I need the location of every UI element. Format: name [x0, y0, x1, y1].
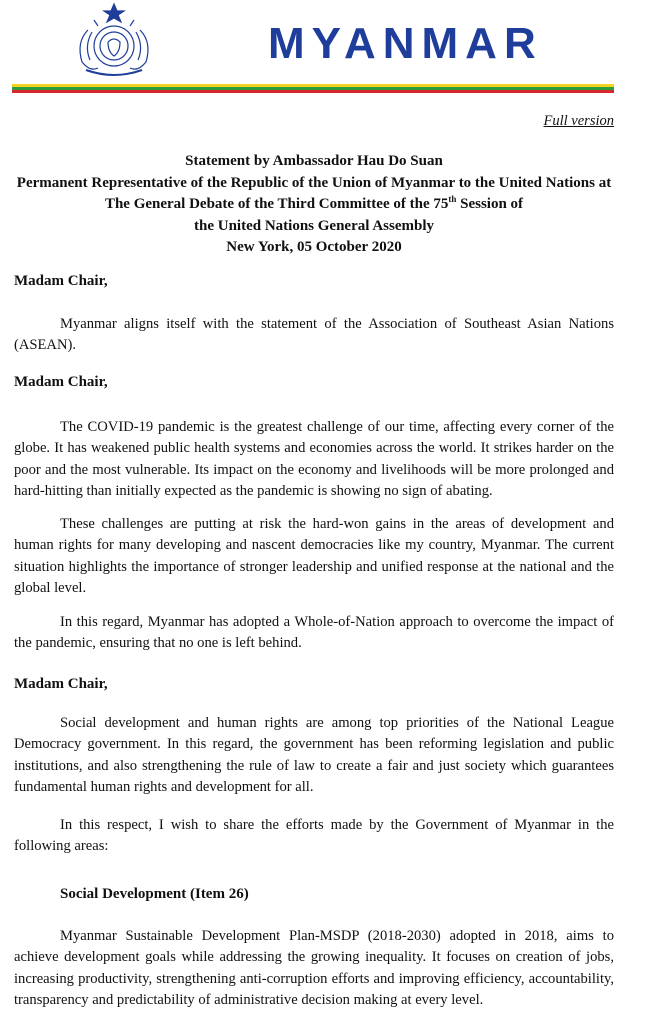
salutation: Madam Chair, [14, 676, 108, 692]
paragraph: The COVID-19 pandemic is the greatest challenge of our time, affecting every corner of the globe. It has weakened public health systems and economies across the world. It strikes harder on the poor and the most vulnerable. Its impact on the economy and livelihoods will be more prolonged and hard-hitting than initially expected as the pandemic is showing no sign of abating. [14, 419, 614, 499]
state-seal-icon [68, 2, 160, 78]
salutation: Madam Chair, [14, 273, 108, 289]
title-line-5: New York, 05 October 2020 [226, 239, 402, 255]
paragraph: Social development and human rights are among top priorities of the National League Democracy government. In this regard, the government has been reforming legislation and public institutions, and also strengthening the rule of law to create a fair and just society which guarantees fundamental human rights and development for all. [14, 715, 614, 795]
title-line-2: Permanent Representative of the Republic of the Union of Myanmar to the United Nations at [16, 174, 612, 191]
version-label: Full version [543, 113, 614, 129]
paragraph: Myanmar Sustainable Development Plan-MSDP (2018-2030) adopted in 2018, aims to achieve development goals while addressing the growing inequality. It focuses on creation of jobs, increasing productivity, strengthening anti-corruption efforts and improving efficiency, accountability, transparency and predictability of administrative decision making at every level. [14, 928, 614, 1008]
country-name: MYANMAR [268, 19, 543, 68]
flag-stripes [12, 84, 614, 93]
paragraph: In this regard, Myanmar has adopted a Whole-of-Nation approach to overcome the impact of the pandemic, ensuring that no one is left behind. [14, 614, 614, 652]
statement-title [0, 151, 628, 259]
title-line-4: the United Nations General Assembly [194, 217, 434, 234]
paragraph: Myanmar aligns itself with the statement of the Association of Southeast Asian Nations (ASEAN). [14, 316, 614, 354]
section-heading: Social Development (Item 26) [60, 886, 249, 902]
salutation: Madam Chair, [14, 374, 108, 390]
paragraph: These challenges are putting at risk the hard-won gains in the areas of development and human rights for many developing and nascent democracies like my country, Myanmar. The current situation highlights the importance of stronger leadership and unified response at the national and the global level. [14, 516, 614, 596]
paragraph: In this respect, I wish to share the efforts made by the Government of Myanmar in the following areas: [14, 817, 614, 855]
title-line-1: Statement by Ambassador Hau Do Suan [185, 153, 443, 169]
title-line-3: The General Debate of the Third Committee of the 75th Session of [104, 194, 524, 212]
flag-stripe-red [12, 90, 614, 93]
